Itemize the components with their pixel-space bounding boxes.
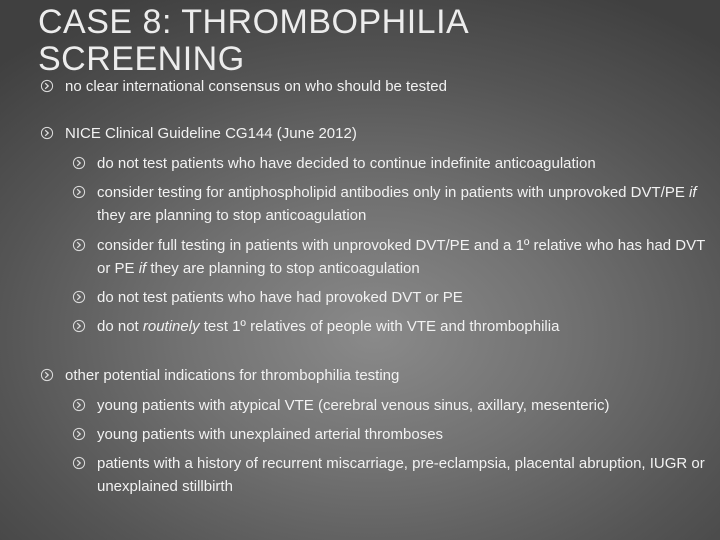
circled-chevron-right-icon	[72, 398, 86, 412]
circled-chevron-right-icon	[72, 319, 86, 333]
bullet-text: young patients with atypical VTE (cerebral venous sinus, axillary, mesenteric)	[97, 397, 610, 414]
bullet-text	[72, 181, 712, 227]
circled-chevron-right-icon	[72, 427, 86, 441]
slide-title	[38, 4, 698, 78]
circled-chevron-right-icon	[40, 368, 54, 382]
circled-chevron-right-icon	[72, 156, 86, 170]
bullet-emphasis: if	[689, 184, 697, 201]
slide-title-line-1: CASE 8: THROMBOPHILIA	[38, 3, 470, 41]
bullet-text-part: consider full testing in patients with unprovoked DVT/PE and a 1º relative who has had DVT or PE	[97, 237, 706, 277]
circled-chevron-right-icon	[40, 126, 54, 140]
sub-bullet-full-testing	[72, 234, 712, 280]
bullet-text: young patients with unexplained arterial thromboses	[97, 426, 444, 443]
sub-bullet-indefinite-anticoagulation	[72, 152, 712, 175]
bullet-text-part: test 1º relatives of people with VTE and thrombophilia	[199, 318, 560, 335]
bullet-text	[72, 234, 712, 280]
bullet-text: patients with a history of recurrent miscarriage, pre-eclampsia, placental abruption, IUGR or unexplained stillbirth	[97, 455, 705, 495]
bullet-text-part: they are planning to stop anticoagulation	[97, 207, 367, 224]
sub-bullet-arterial-thromboses	[72, 423, 712, 446]
bullet-emphasis: if	[138, 260, 147, 277]
sub-bullet-atypical-vte	[72, 394, 712, 417]
bullet-text: do not test patients who have decided to continue indefinite anticoagulation	[97, 155, 596, 172]
circled-chevron-right-icon	[72, 290, 86, 304]
bullet-text-part: consider testing for antiphospholipid antibodies only in patients with unprovoked DVT/PE	[97, 184, 690, 201]
bullet-text	[72, 315, 712, 338]
sub-bullet-antiphospholipid	[72, 181, 712, 227]
bullet-no-consensus	[40, 75, 680, 98]
circled-chevron-right-icon	[72, 456, 86, 470]
sub-bullet-miscarriage	[72, 452, 712, 498]
bullet-text-part: do not	[97, 318, 143, 335]
circled-chevron-right-icon	[40, 79, 54, 93]
circled-chevron-right-icon	[72, 185, 86, 199]
bullet-nice-guideline	[40, 122, 680, 145]
circled-chevron-right-icon	[72, 238, 86, 252]
bullet-text-part: they are planning to stop anticoagulation	[146, 260, 420, 277]
slide-title-line-2: SCREENING	[38, 40, 245, 78]
bullet-text: other potential indications for thrombophilia testing	[65, 367, 400, 384]
bullet-text: do not test patients who have had provoked DVT or PE	[97, 289, 463, 306]
sub-bullet-relatives	[72, 315, 712, 338]
bullet-other-indications	[40, 364, 680, 387]
bullet-text: no clear international consensus on who should be tested	[65, 78, 447, 95]
bullet-emphasis: routinely	[142, 318, 200, 335]
sub-bullet-provoked	[72, 286, 712, 309]
bullet-text: NICE Clinical Guideline CG144 (June 2012)	[65, 125, 357, 142]
